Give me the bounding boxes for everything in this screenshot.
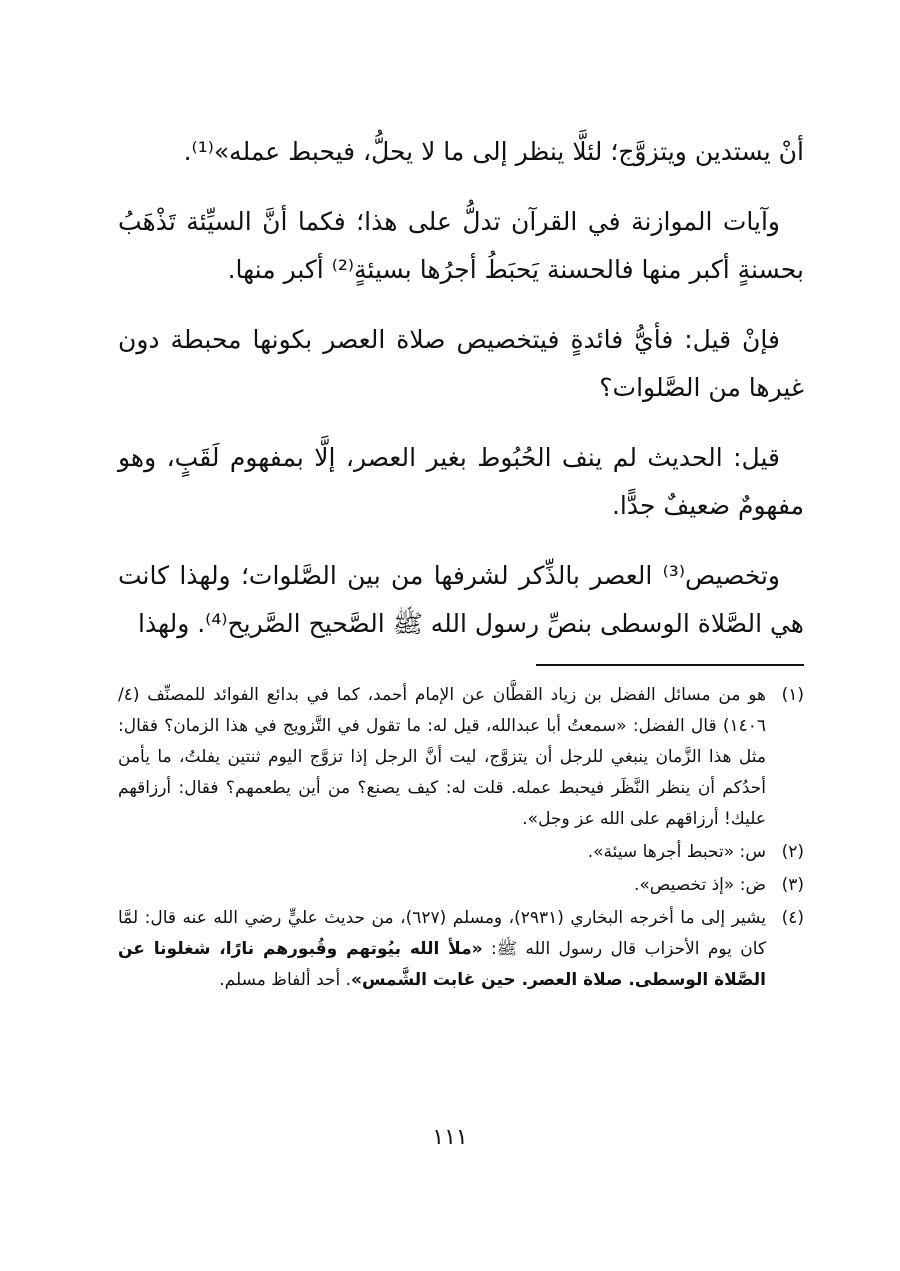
footnote-2: [118, 837, 804, 868]
paragraph-3: فإنْ قيل: فأيُّ فائدةٍ فيتخصيص صلاة العصر بكونها محبطة دون غيرها من الصَّلوات؟: [118, 325, 804, 402]
footnote-text: ض: «إذ تخصيص».: [634, 875, 766, 895]
footnote-1: [118, 680, 804, 835]
hadith-quote: «ملأ الله بيُوتهم وقُبورهم نارًا، شغلونا عن الصَّلاة الوسطى. صلاة العصر. حين غابت الشَّمس»: [118, 939, 766, 990]
footnote-number: (٣): [781, 875, 804, 895]
paragraph-1: أنْ يستدين ويتزوَّج؛ لئلَّا ينظر إلى ما لا يحلُّ، فيحبط عمله»⁽¹⁾.: [183, 137, 804, 166]
footnote-text-outro: . أحد ألفاظ مسلم.: [219, 970, 352, 990]
footnote-text: هو من مسائل الفضل بن زياد القطَّان عن الإمام أحمد، كما في بدائع الفوائد للمصنِّف (٤/ ١٤٠٦) قال الفضل: «سمعتُ أبا عبدالله، قيل له: ما تقول في التَّزويج في هذا الزمان؟ فقال: مثل هذا الزَّمان ينبغي للرجل أن يتزوَّج، ليت أنَّ الرجل إذا تزوَّج اليوم ثنتين يفلتُ، ما يأمن أحدُكم أن ينظر النَّظَر فيحبط عمله. قلت له: كيف يصنع؟ من أين يطعمهم؟ فقال: أرزاقهم عليك! أرزاقهم على الله عز وجل».: [118, 685, 766, 829]
footnote-separator: [536, 664, 804, 666]
main-text: [118, 128, 804, 670]
page-number: ١١١: [432, 1125, 468, 1150]
footnote-text-intro: يشير إلى ما أخرجه البخاري (٢٩٣١)، ومسلم (٦٢٧)، من حديث عليٍّ رضي الله عنه قال: لمَّا كان يوم الأحزاب قال رسول الله ﷺ:: [118, 908, 767, 959]
paragraph-5: وتخصيص⁽³⁾ العصر بالذِّكر لشرفها من بين الصَّلوات؛ ولهذا كانت هي الصَّلاة الوسطى بنصِّ رسول الله ﷺ الصَّحيح الصَّريح⁽⁴⁾. ولهذا: [118, 561, 804, 638]
footnote-4: [118, 903, 804, 996]
footnote-number: (٢): [781, 842, 804, 862]
footnote-number: (٤): [781, 908, 804, 928]
paragraph-2: وآيات الموازنة في القرآن تدلُّ على هذا؛ فكما أنَّ السيِّئة تَذْهَبُ بحسنةٍ أكبر منها فالحسنة يَحبَطُ أجرُها بسيئةٍ⁽²⁾ أكبر منها.: [118, 207, 804, 284]
footnote-text: س: «تحبط أجرها سيئة».: [587, 842, 766, 862]
footnote-number: (١): [781, 685, 804, 705]
paragraph-4: قيل: الحديث لم ينف الحُبُوط بغير العصر، إلَّا بمفهوم لَقَبٍ، وهو مفهومٌ ضعيفٌ جدًّا.: [118, 443, 804, 520]
footnote-3: [118, 870, 804, 901]
footnote-text: [118, 903, 766, 996]
footnotes: [118, 680, 804, 998]
